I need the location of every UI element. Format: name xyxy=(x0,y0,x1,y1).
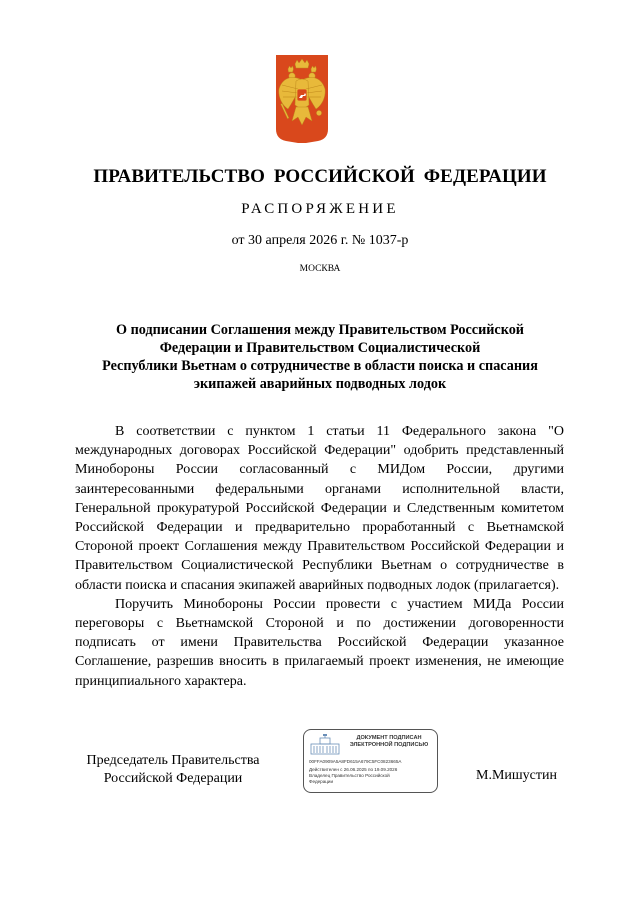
subject-line: О подписании Соглашения между Правительством Российской xyxy=(116,322,524,338)
body-paragraph: Поручить Минобороны России провести с участием МИДа России переговоры с Вьетнамской Стороной и по достижении договоренности подписать от имени Правительства Российской Федерации указанное Соглашение, разрешив вносить в прилагаемый проект изменения, не имеющие принципиального характера. xyxy=(75,596,564,689)
position-line: Председатель Правительства xyxy=(86,753,260,768)
electronic-signature-stamp xyxy=(303,729,438,793)
stamp-header-line: ЭЛЕКТРОННОЙ ПОДПИСЬЮ xyxy=(349,742,429,748)
russian-coat-of-arms-icon xyxy=(276,55,328,143)
stamp-owner-line: Владелец Правительство Российской xyxy=(309,773,390,778)
subject-line: экипажей аварийных подводных лодок xyxy=(193,376,447,392)
subject-line: Республики Вьетнам о сотрудничестве в области поиска и спасания xyxy=(102,358,538,374)
subject-line: Федерации и Правительством Социалистической xyxy=(159,340,481,356)
issue-city: МОСКВА xyxy=(299,264,341,274)
government-building-icon xyxy=(309,734,341,756)
signatory-position xyxy=(78,752,268,788)
document-subject xyxy=(64,321,576,393)
body-paragraph: В соответствии с пунктом 1 статьи 11 Федерального закона "О международных договорах Российской Федерации" одобрить представленный Минобороны России согласованный с МИДом России, другими заинтересованными федеральными органами исполнительной власти, Генеральной прокуратурой Российской Федерации и Следственным комитетом Российской Федерации и предварительно проработанный с Вьетнамской Стороной проект Соглашения между Правительством Российской Федерации и Правительством Социалистической Республики Вьетнам о сотрудничестве в области поиска и спасания экипажей аварийных подводных лодок (прилагается). xyxy=(75,424,564,593)
stamp-serial: 00FFA0909A5A8FD615A679C5FC0823665A xyxy=(309,759,402,764)
stamp-validity: Действителен с 26.06.2025 по 19.09.2026 xyxy=(309,767,398,772)
government-title: ПРАВИТЕЛЬСТВО РОССИЙСКОЙ ФЕДЕРАЦИИ xyxy=(93,166,547,187)
document-type: РАСПОРЯЖЕНИЕ xyxy=(241,201,399,217)
stamp-header-line: ДОКУМЕНТ ПОДПИСАН xyxy=(356,735,422,741)
stamp-owner-line: Федерации xyxy=(309,779,334,784)
signatory-name: М.Мишустин xyxy=(476,768,557,783)
position-line: Российской Федерации xyxy=(103,771,243,786)
stamp-header xyxy=(343,735,435,749)
document-date-number: от 30 апреля 2026 г. № 1037-р xyxy=(231,233,409,248)
document-body xyxy=(75,422,564,691)
